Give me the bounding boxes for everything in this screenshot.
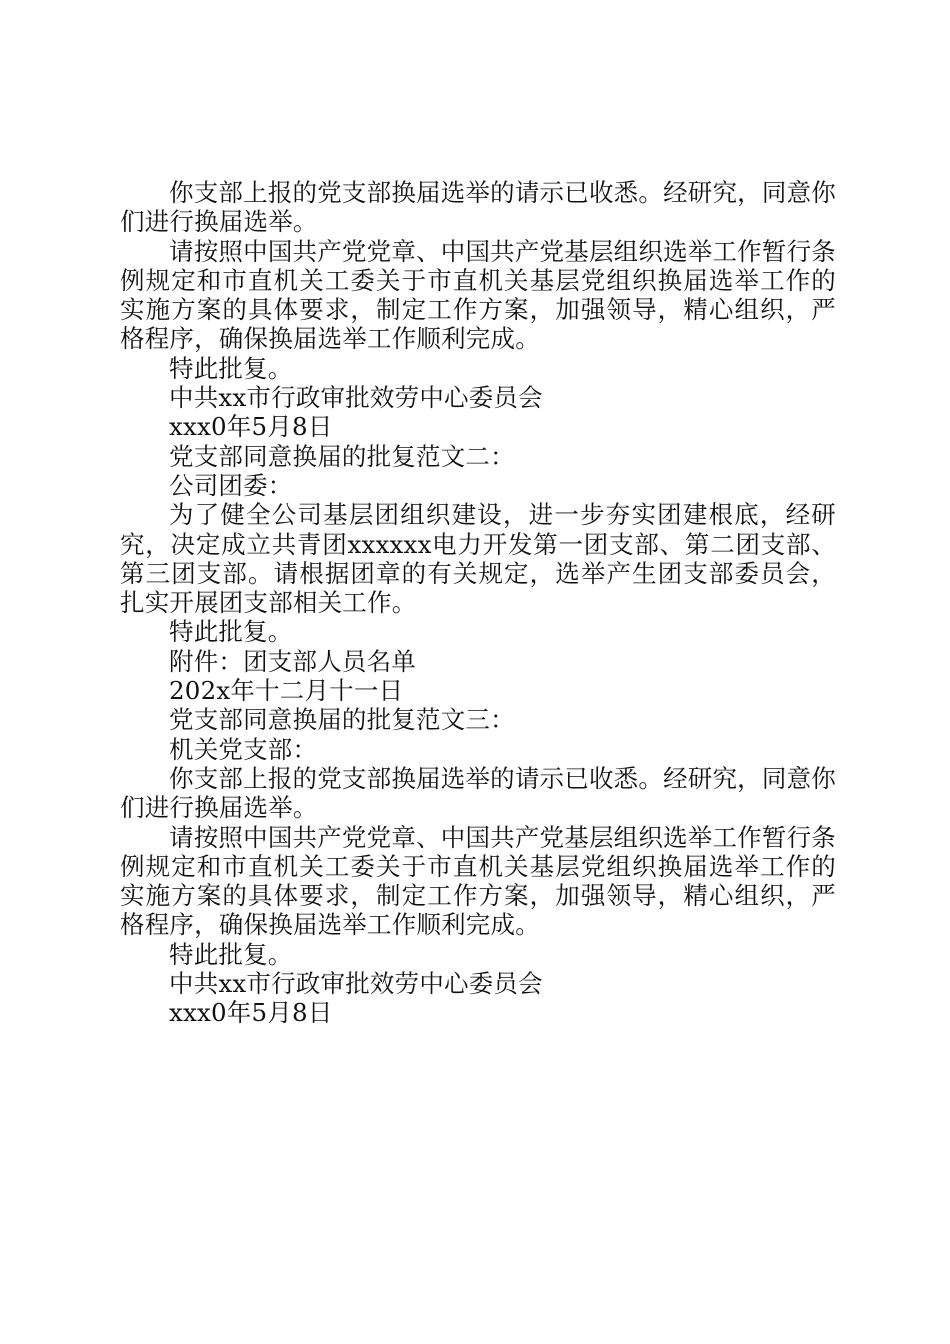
paragraph-date-3: xxx0年5月8日	[169, 998, 333, 1028]
paragraph-attachment-2: 附件：团支部人员名单	[169, 646, 416, 676]
paragraph-signatory-1: 中共xx市行政审批效劳中心委员会	[169, 383, 543, 413]
paragraph-approval-text-3: 你支部上报的党支部换届选举的请示已收悉。经研究，同意你们进行换届选举。	[120, 763, 836, 823]
paragraph-closing-3: 特此批复。	[169, 939, 293, 969]
paragraph-addressee-2: 公司团委：	[169, 470, 293, 500]
paragraph-closing-2: 特此批复。	[169, 617, 293, 647]
paragraph-approval-text-2: 为了健全公司基层团组织建设，进一步夯实团建根底，经研究，决定成立共青团xxxxxx电力开发第一团支部、第二团支部、第三团支部。请根据团章的有关规定，选举产生团支部委员会，扎实开展团支部相关工作。	[120, 500, 836, 618]
paragraph-instructions-1: 请按照中国共产党党章、中国共产党基层组织选举工作暂行条例规定和市直机关工委关于市直机关基层党组织换届选举工作的实施方案的具体要求，制定工作方案，加强领导，精心组织，严格程序，确保换届选举工作顺利完成。	[120, 236, 836, 354]
section-heading-example-2: 党支部同意换届的批复范文二：	[169, 441, 515, 471]
section-heading-example-3: 党支部同意换届的批复范文三：	[169, 705, 515, 735]
paragraph-signatory-3: 中共xx市行政审批效劳中心委员会	[169, 969, 543, 999]
document-body	[120, 178, 836, 1028]
paragraph-instructions-3: 请按照中国共产党党章、中国共产党基层组织选举工作暂行条例规定和市直机关工委关于市直机关基层党组织换届选举工作的实施方案的具体要求，制定工作方案，加强领导，精心组织，严格程序，确保换届选举工作顺利完成。	[120, 822, 836, 940]
paragraph-addressee-3: 机关党支部：	[169, 734, 318, 764]
paragraph-closing-1: 特此批复。	[169, 353, 293, 383]
paragraph-date-1: xxx0年5月8日	[169, 412, 333, 442]
paragraph-date-2: 202x年十二月十一日	[169, 676, 404, 706]
paragraph-approval-text-1: 你支部上报的党支部换届选举的请示已收悉。经研究，同意你们进行换届选举。	[120, 178, 836, 237]
